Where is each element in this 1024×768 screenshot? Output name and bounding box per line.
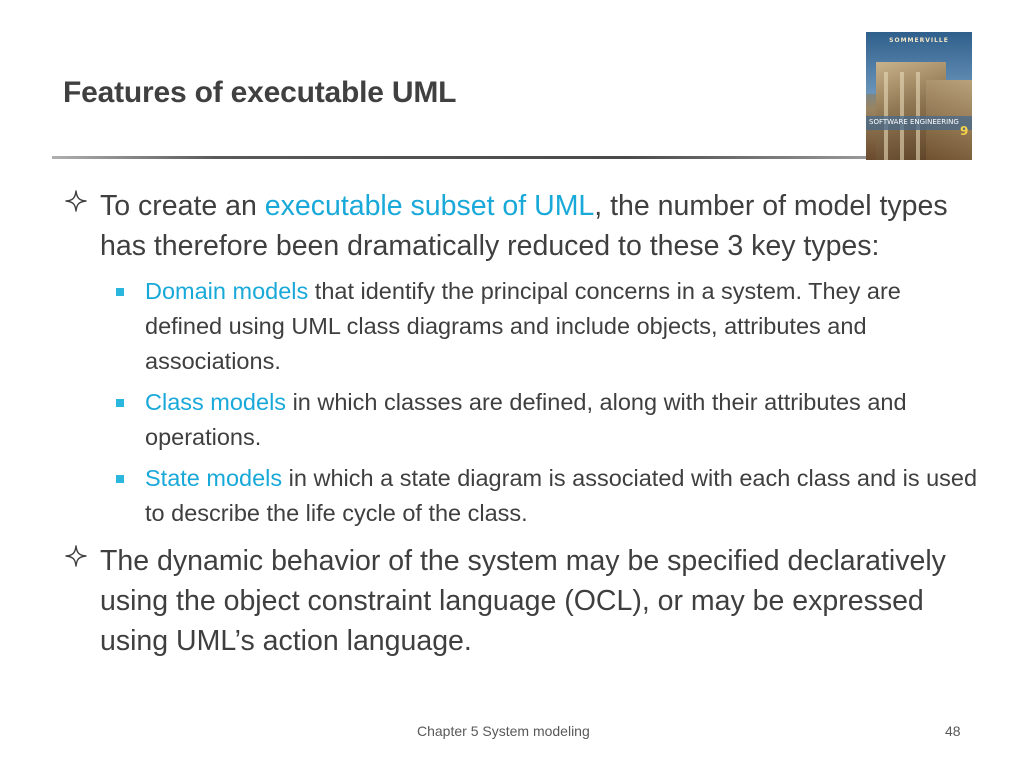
cover-author: SOMMERVILLE [889,37,949,44]
square-bullet-icon [116,475,124,483]
bullet-text: To create an [100,190,265,222]
footer-chapter-label: Chapter 5 System modeling [417,723,590,739]
bullet-text: , the number of model types has therefore been dramatically reduced to these 3 key types: [100,190,948,262]
cover-series-title: SOFTWARE ENGINEERING [869,118,959,126]
book-cover-image [866,32,972,160]
highlighted-term: State models [145,465,283,491]
title-divider [52,156,870,159]
highlighted-term: Class models [145,389,287,415]
slide-title: Features of executable UML [63,76,457,109]
sub-bullet-text: in which a state diagram is associated with each class and is used to describe the life cycle of the class. [145,465,978,526]
square-bullet-icon [116,288,124,296]
sub-bullet-item [64,461,984,531]
bullet-text: The dynamic behavior of the system may be specified declaratively using the object constraint language (OCL), or may be expressed using UML’s action language. [100,545,946,657]
slide-body [64,186,984,661]
bullet-item [64,186,984,266]
page-number: 48 [945,723,961,739]
four-point-star-outline-icon [64,542,92,578]
highlighted-term: Domain models [145,278,309,304]
cover-edition-number: 9 [960,124,969,138]
sub-bullet-text: in which classes are defined, along with their attributes and operations. [145,389,907,450]
four-point-star-outline-icon [64,187,92,223]
square-bullet-icon [116,399,124,407]
sub-bullet-text: that identify the principal concerns in a system. They are defined using UML class diagrams and include objects, attributes and associations. [145,278,901,374]
sub-bullet-item [64,385,984,455]
sub-bullet-item [64,274,984,379]
bullet-item [64,541,984,661]
highlighted-term: executable subset of UML [264,190,595,222]
